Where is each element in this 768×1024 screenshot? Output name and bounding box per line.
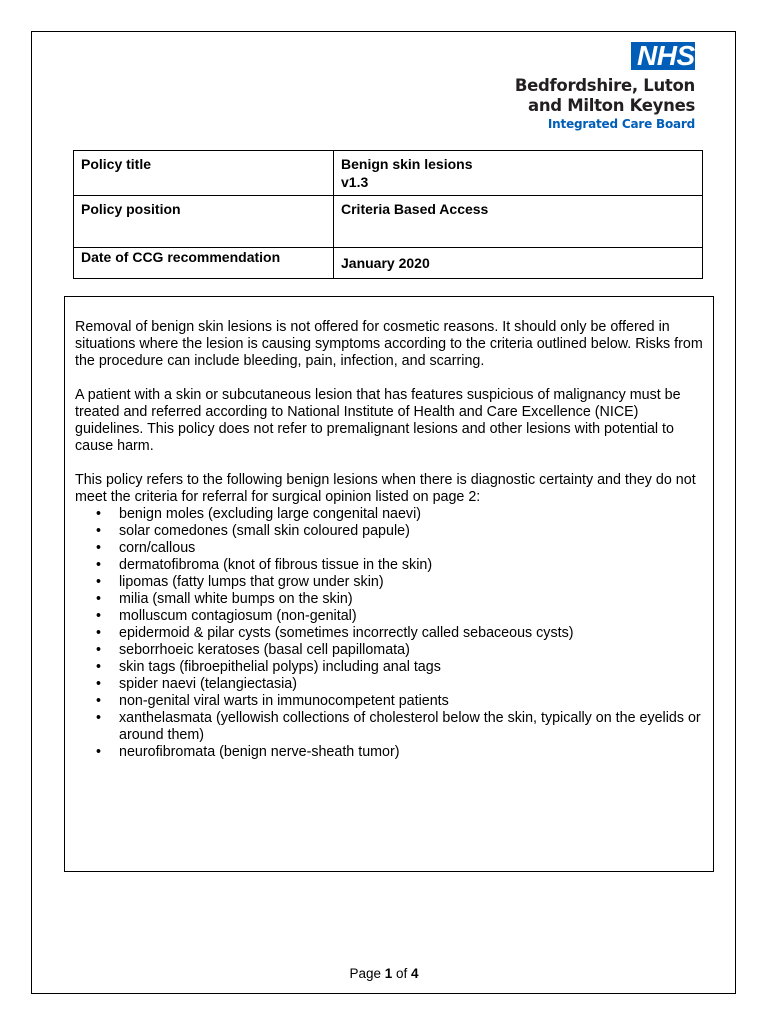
policy-title-row [74,151,703,196]
nhs-badge: NHS [631,42,695,70]
lesion-list-item: • dermatofibroma (knot of fibrous tissue in the skin) [119,557,703,574]
paragraph-cosmetic: Removal of benign skin lesions is not offered for cosmetic reasons. It should only be offered in situations where the lesion is causing symptoms according to the criteria outlined below. Risks from the procedure can include bleeding, pain, infection, and scarring. [75,319,703,369]
lesion-list-item: • seborrhoeic keratoses (basal cell papillomata) [119,642,703,659]
lesion-list-item: • skin tags (fibroepithelial polyps) including anal tags [119,659,703,676]
org-name-line2: and Milton Keynes [528,96,695,115]
page-footer [0,966,768,981]
lesion-list-item: • neurofibromata (benign nerve-sheath tumor) [119,744,703,761]
lesion-list-item: • benign moles (excluding large congenital naevi) [119,506,703,523]
page-word: Page [349,966,381,981]
page-current: 1 [384,966,393,981]
policy-table [73,150,703,279]
policy-title-text: Benign skin lesions [341,156,473,172]
policy-version: v1.3 [341,174,369,190]
policy-position-row [74,196,703,248]
policy-title-value [334,151,703,196]
of-word: of [396,966,408,981]
lesion-list-item: • epidermoid & pilar cysts (sometimes incorrectly called sebaceous cysts) [119,625,703,642]
nhs-logo [495,42,695,132]
lesion-list-item: • milia (small white bumps on the skin) [119,591,703,608]
lesion-list [75,506,703,761]
policy-position-label: Policy position [74,196,334,248]
ccg-date-label: Date of CCG recommendation [74,248,334,279]
page-total: 4 [411,966,419,981]
lesion-list-item: • corn/callous [119,540,703,557]
lesion-list-item: • solar comedones (small skin coloured papule) [119,523,703,540]
lesion-list-item: • non-genital viral warts in immunocompetent patients [119,693,703,710]
paragraph-lesion-scope: This policy refers to the following benign lesions when there is diagnostic certainty and they do not meet the criteria for referral for surgical opinion listed on page 2: [75,472,696,505]
policy-position-value: Criteria Based Access [334,196,703,248]
org-name-line1: Bedfordshire, Luton [514,76,695,95]
org-subtitle: Integrated Care Board [547,117,695,131]
ccg-date-row [74,248,703,279]
lesion-list-item: • molluscum contagiosum (non-genital) [119,608,703,625]
policy-content-box [64,296,714,872]
lesion-list-item: • lipomas (fatty lumps that grow under skin) [119,574,703,591]
paragraph-malignancy: A patient with a skin or subcutaneous lesion that has features suspicious of malignancy must be treated and referred according to National Institute of Health and Care Excellence (NICE) guidelines. This policy does not refer to premalignant lesions and other lesions with potential to cause harm. [75,387,681,454]
policy-title-label: Policy title [74,151,334,196]
ccg-date-value: January 2020 [334,248,703,279]
lesion-list-item: • xanthelasmata (yellowish collections of cholesterol below the skin, typically on the eyelids or around them) [119,710,703,744]
lesion-list-item: • spider naevi (telangiectasia) [119,676,703,693]
